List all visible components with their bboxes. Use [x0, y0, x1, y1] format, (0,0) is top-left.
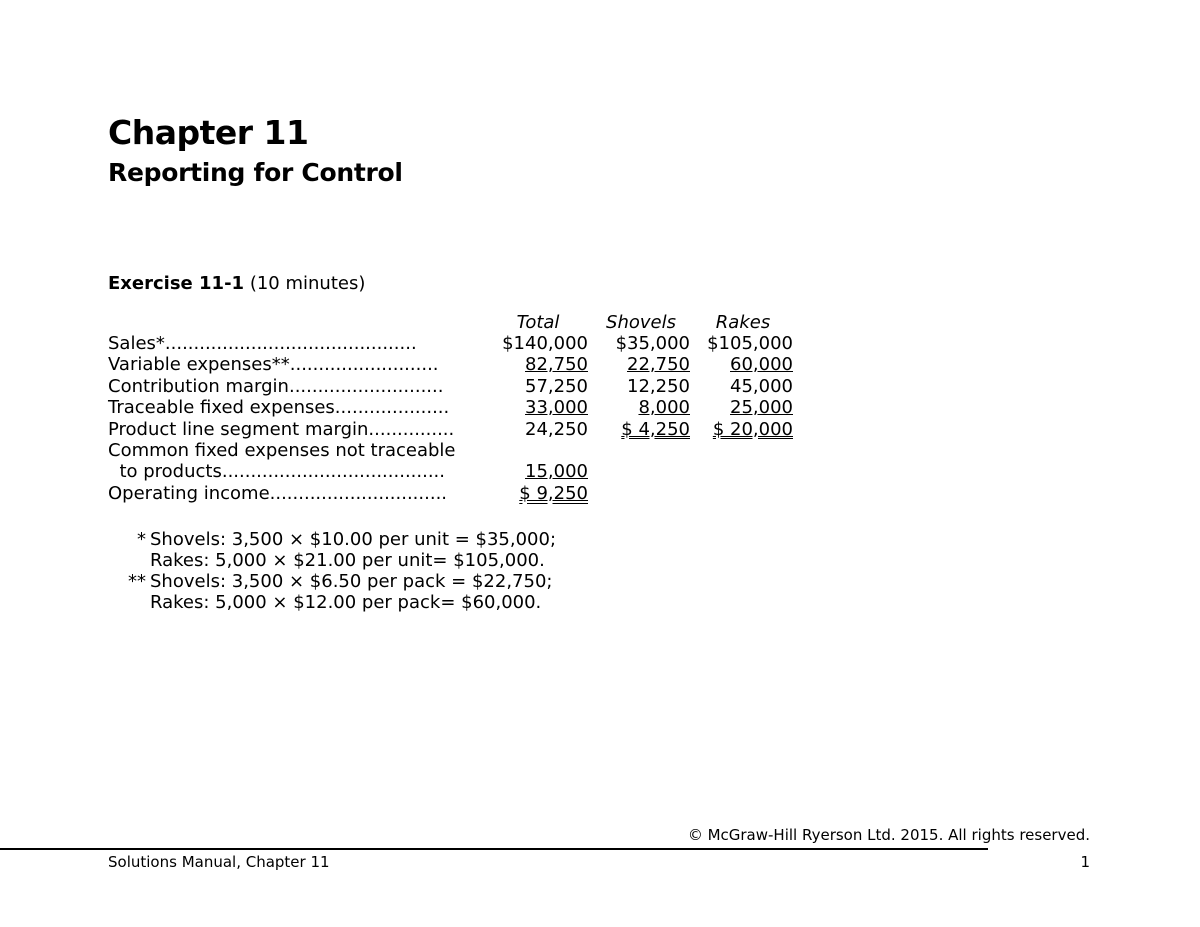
- cell-value: $35,000: [615, 333, 690, 354]
- cell-value: 82,750: [525, 354, 588, 376]
- cell-value: 22,750: [627, 354, 690, 376]
- row-label: Sales*............................................: [108, 333, 417, 354]
- cell-value: 24,250: [525, 418, 588, 440]
- cell-value: 60,000: [730, 354, 793, 376]
- footnote-text: Rakes: 5,000 × $12.00 per pack= $60,000.: [150, 592, 542, 613]
- cell-value: $ 20,000: [712, 418, 793, 440]
- footnote-text: Shovels: 3,500 × $6.50 per pack = $22,750;: [150, 571, 553, 592]
- cell-value: 12,250: [627, 375, 690, 397]
- copyright-notice: © McGraw-Hill Ryerson Ltd. 2015. All rights reserved.: [687, 826, 1090, 844]
- row-label: Common fixed expenses not traceable: [108, 440, 456, 461]
- column-header-shovels: Shovels: [606, 312, 676, 333]
- cell-value: $105,000: [707, 333, 793, 354]
- exercise-heading: [108, 273, 365, 294]
- cell-value: 15,000: [525, 461, 588, 483]
- cell-value: $ 4,250: [621, 418, 690, 440]
- cell-rakes: [653, 354, 793, 375]
- cell-rakes: [653, 376, 793, 397]
- row-label: Product line segment margin...............: [108, 418, 455, 440]
- footnote-mark: **: [128, 571, 146, 592]
- footnote-text: Rakes: 5,000 × $21.00 per unit= $105,000.: [150, 550, 545, 571]
- cell-rakes: [653, 419, 793, 440]
- column-header-rakes: Rakes: [715, 312, 771, 333]
- chapter-subtitle: Reporting for Control: [108, 158, 403, 187]
- cell-value: $ 9,250: [519, 482, 588, 504]
- cell-value: 25,000: [730, 397, 793, 419]
- cell-value: 33,000: [525, 397, 588, 419]
- row-label: Operating income...............................: [108, 482, 448, 504]
- cell-total: [448, 483, 588, 504]
- column-header-total: Total: [516, 312, 560, 333]
- page-number: 1: [1080, 853, 1090, 871]
- exercise-time: (10 minutes): [249, 273, 366, 294]
- cell-rakes: [653, 333, 793, 354]
- row-label: Traceable fixed expenses....................: [108, 397, 450, 419]
- row-label: Variable expenses**..........................: [108, 354, 439, 376]
- cell-value: $140,000: [502, 333, 588, 354]
- exercise-label: Exercise 11-1: [108, 273, 245, 294]
- footnote-mark: *: [137, 529, 146, 550]
- footer-rule: [0, 848, 988, 850]
- footnote-text: Shovels: 3,500 × $10.00 per unit = $35,000;: [150, 529, 557, 550]
- cell-rakes: [653, 397, 793, 418]
- cell-total: [448, 461, 588, 482]
- row-label: to products.......................................: [108, 461, 445, 483]
- cell-value: 8,000: [638, 397, 690, 419]
- row-label: Contribution margin...........................: [108, 375, 444, 397]
- chapter-title: Chapter 11: [108, 113, 309, 152]
- footer-source: Solutions Manual, Chapter 11: [108, 853, 330, 871]
- cell-value: 57,250: [525, 375, 588, 397]
- cell-value: 45,000: [730, 375, 793, 397]
